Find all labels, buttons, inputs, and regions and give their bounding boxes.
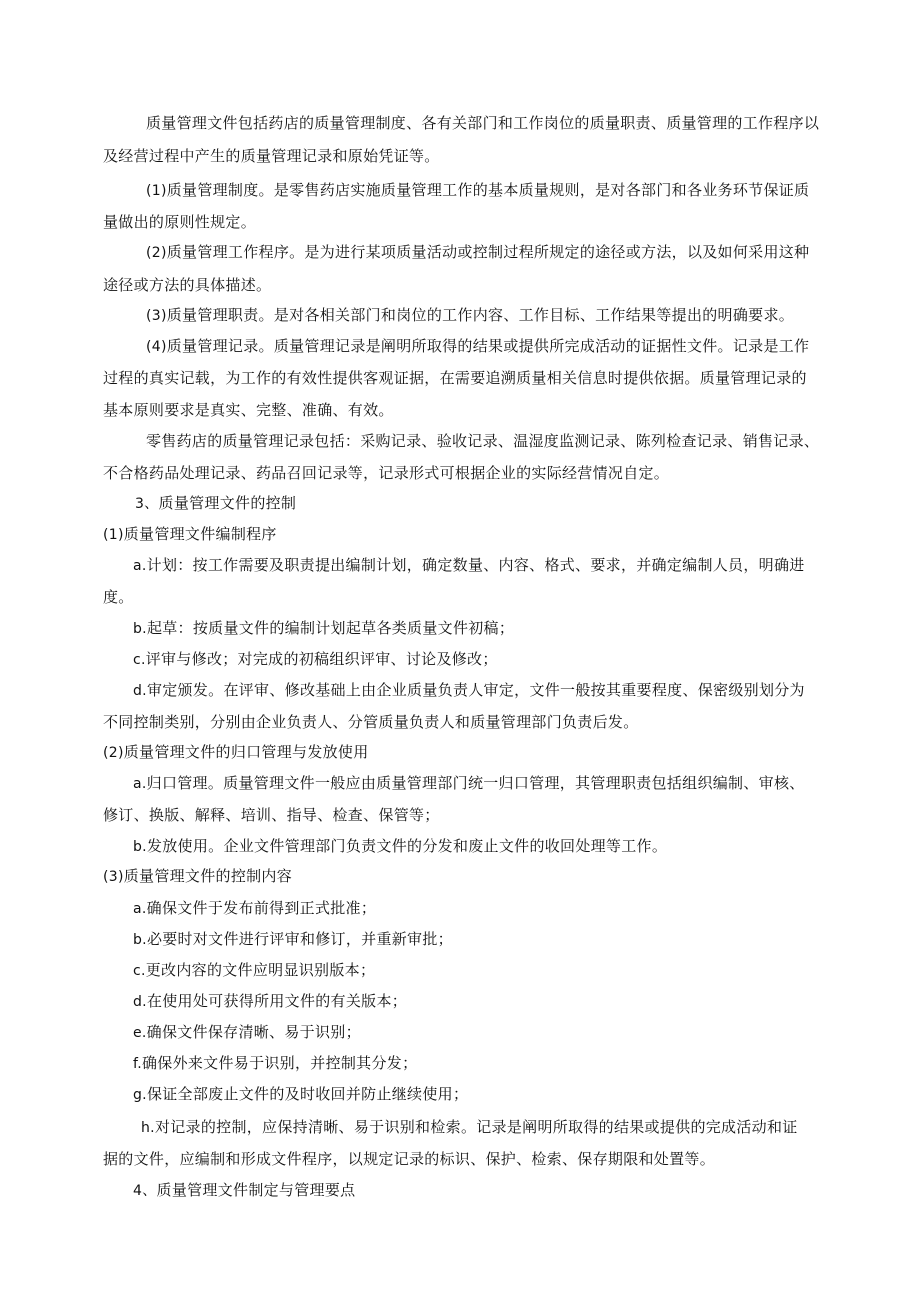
list-item-line <box>133 836 667 857</box>
list-item-line <box>133 649 498 670</box>
item-label: a. <box>133 558 147 574</box>
list-item-line <box>146 180 809 201</box>
item-text: 质量管理工作程序。是为进行某项质量活动或控制过程所规定的途径或方法，以及如何采用这种 <box>166 243 810 261</box>
heading-number: (2) <box>103 745 124 761</box>
item-text: 质量管理职责。是对各相关部门和岗位的工作内容、工作目标、工作结果等提出的明确要求。 <box>166 306 795 324</box>
body-text-line: 不合格药品处理记录、药品召回记录等，记录形式可根据企业的实际经营情况自定。 <box>103 464 670 482</box>
heading-text: 质量管理文件的控制 <box>158 494 297 512</box>
list-item-line <box>133 773 805 794</box>
item-label: (4) <box>146 339 167 355</box>
item-label: d. <box>133 994 147 1010</box>
list-item-line <box>133 898 376 919</box>
heading-text: 质量管理文件制定与管理要点 <box>156 1181 356 1199</box>
section-heading <box>135 493 296 514</box>
item-label: e. <box>133 1025 147 1041</box>
body-text-line: 过程的真实记载，为工作的有效性提供客观证据，在需要追溯质量相关信息时提供依据。质量管理记录的 <box>103 369 807 387</box>
subsection-heading <box>103 742 369 763</box>
item-text: 质量管理制度。是零售药店实施质量管理工作的基本质量规则，是对各部门和各业务环节保证质 <box>166 181 810 199</box>
item-text: 评审与修改；对完成的初稿组织评审、讨论及修改； <box>145 650 498 668</box>
subsection-heading <box>103 866 292 887</box>
heading-text: 质量管理文件的控制内容 <box>123 867 293 885</box>
item-label: b. <box>133 621 147 637</box>
item-text: 起草：按质量文件的编制计划起草各类质量文件初稿； <box>146 619 515 637</box>
body-text-line: 不同控制类别，分别由企业负责人、分管质量负责人和质量管理部门负责后发。 <box>103 713 639 731</box>
body-text-line: 质量管理文件包括药店的质量管理制度、各有关部门和工作岗位的质量职责、质量管理的工作程序以 <box>146 114 820 132</box>
item-label: h. <box>141 1120 155 1136</box>
item-label: c. <box>133 652 146 668</box>
heading-number: (3) <box>103 869 124 885</box>
item-text: 对记录的控制，应保持清晰、易于识别和检索。记录是阐明所取得的结果或提供的完成活动和证 <box>154 1118 798 1136</box>
item-text: 确保文件于发布前得到正式批准； <box>146 899 377 917</box>
item-text: 在使用处可获得所用文件的有关版本； <box>146 992 408 1010</box>
list-item-line <box>133 929 453 950</box>
body-text-line: 度。 <box>103 588 134 606</box>
item-label: c. <box>133 963 146 979</box>
list-item-line <box>141 1117 798 1138</box>
section-heading <box>133 1180 355 1201</box>
item-text: 审定颁发。在评审、修改基础上由企业质量负责人审定，文件一般按其重要程度、保密级别划分为 <box>146 681 805 699</box>
list-item-line <box>133 555 805 576</box>
list-item-line <box>133 680 805 701</box>
heading-number: 3、 <box>135 496 159 512</box>
list-item-line <box>146 242 809 263</box>
body-text-line: 零售药店的质量管理记录包括：采购记录、验收记录、温湿度监测记录、陈列检查记录、销售记录、 <box>146 432 820 450</box>
heading-text: 质量管理文件编制程序 <box>123 525 277 543</box>
item-label: b. <box>133 839 147 855</box>
list-item-line <box>146 305 794 326</box>
body-text-line: 及经营过程中产生的质量管理记录和原始凭证等。 <box>103 147 440 165</box>
item-text: 更改内容的文件应明显识别版本； <box>145 961 376 979</box>
item-text: 发放使用。企业文件管理部门负责文件的分发和废止文件的收回处理等工作。 <box>146 837 668 855</box>
item-label: (1) <box>146 183 167 199</box>
list-item-line <box>133 991 407 1012</box>
list-item-line <box>133 1053 417 1074</box>
body-text-line: 途径或方法的具体描述。 <box>103 276 272 294</box>
item-label: a. <box>133 901 147 917</box>
item-label: (2) <box>146 245 167 261</box>
list-item-line <box>133 618 514 639</box>
item-text: 归口管理。质量管理文件一般应由质量管理部门统一归口管理，其管理职责包括组织编制、审核、 <box>146 774 805 792</box>
body-text-line: 修订、换版、解释、培训、指导、检查、保管等； <box>103 806 440 824</box>
heading-number: 4、 <box>133 1183 157 1199</box>
item-text: 质量管理记录。质量管理记录是阐明所取得的结果或提供所完成活动的证据性文件。记录是工作 <box>166 337 810 355</box>
item-text: 必要时对文件进行评审和修订，并重新审批； <box>146 930 453 948</box>
item-label: b. <box>133 932 147 948</box>
item-label: a. <box>133 776 147 792</box>
item-text: 保证全部废止文件的及时收回并防止继续使用； <box>146 1085 469 1103</box>
list-item-line <box>146 336 809 357</box>
list-item-line <box>133 1022 361 1043</box>
item-label: (3) <box>146 308 167 324</box>
item-text: 计划：按工作需要及职责提出编制计划，确定数量、内容、格式、要求，并确定编制人员，明确进 <box>146 556 805 574</box>
list-item-line <box>133 960 375 981</box>
item-text: 确保文件保存清晰、易于识别； <box>146 1023 361 1041</box>
heading-text: 质量管理文件的归口管理与发放使用 <box>123 743 369 761</box>
item-text: 确保外来文件易于识别，并控制其分发； <box>141 1054 418 1072</box>
item-label: d. <box>133 683 147 699</box>
list-item-line <box>133 1084 468 1105</box>
subsection-heading <box>103 524 277 545</box>
body-text-line: 据的文件，应编制和形成文件程序，以规定记录的标识、保护、检索、保存期限和处置等。 <box>103 1150 716 1168</box>
item-label: g. <box>133 1087 147 1103</box>
body-text-line: 基本原则要求是真实、完整、准确、有效。 <box>103 401 394 419</box>
item-label: f. <box>133 1056 142 1072</box>
heading-number: (1) <box>103 527 124 543</box>
body-text-line: 量做出的原则性规定。 <box>103 213 257 231</box>
